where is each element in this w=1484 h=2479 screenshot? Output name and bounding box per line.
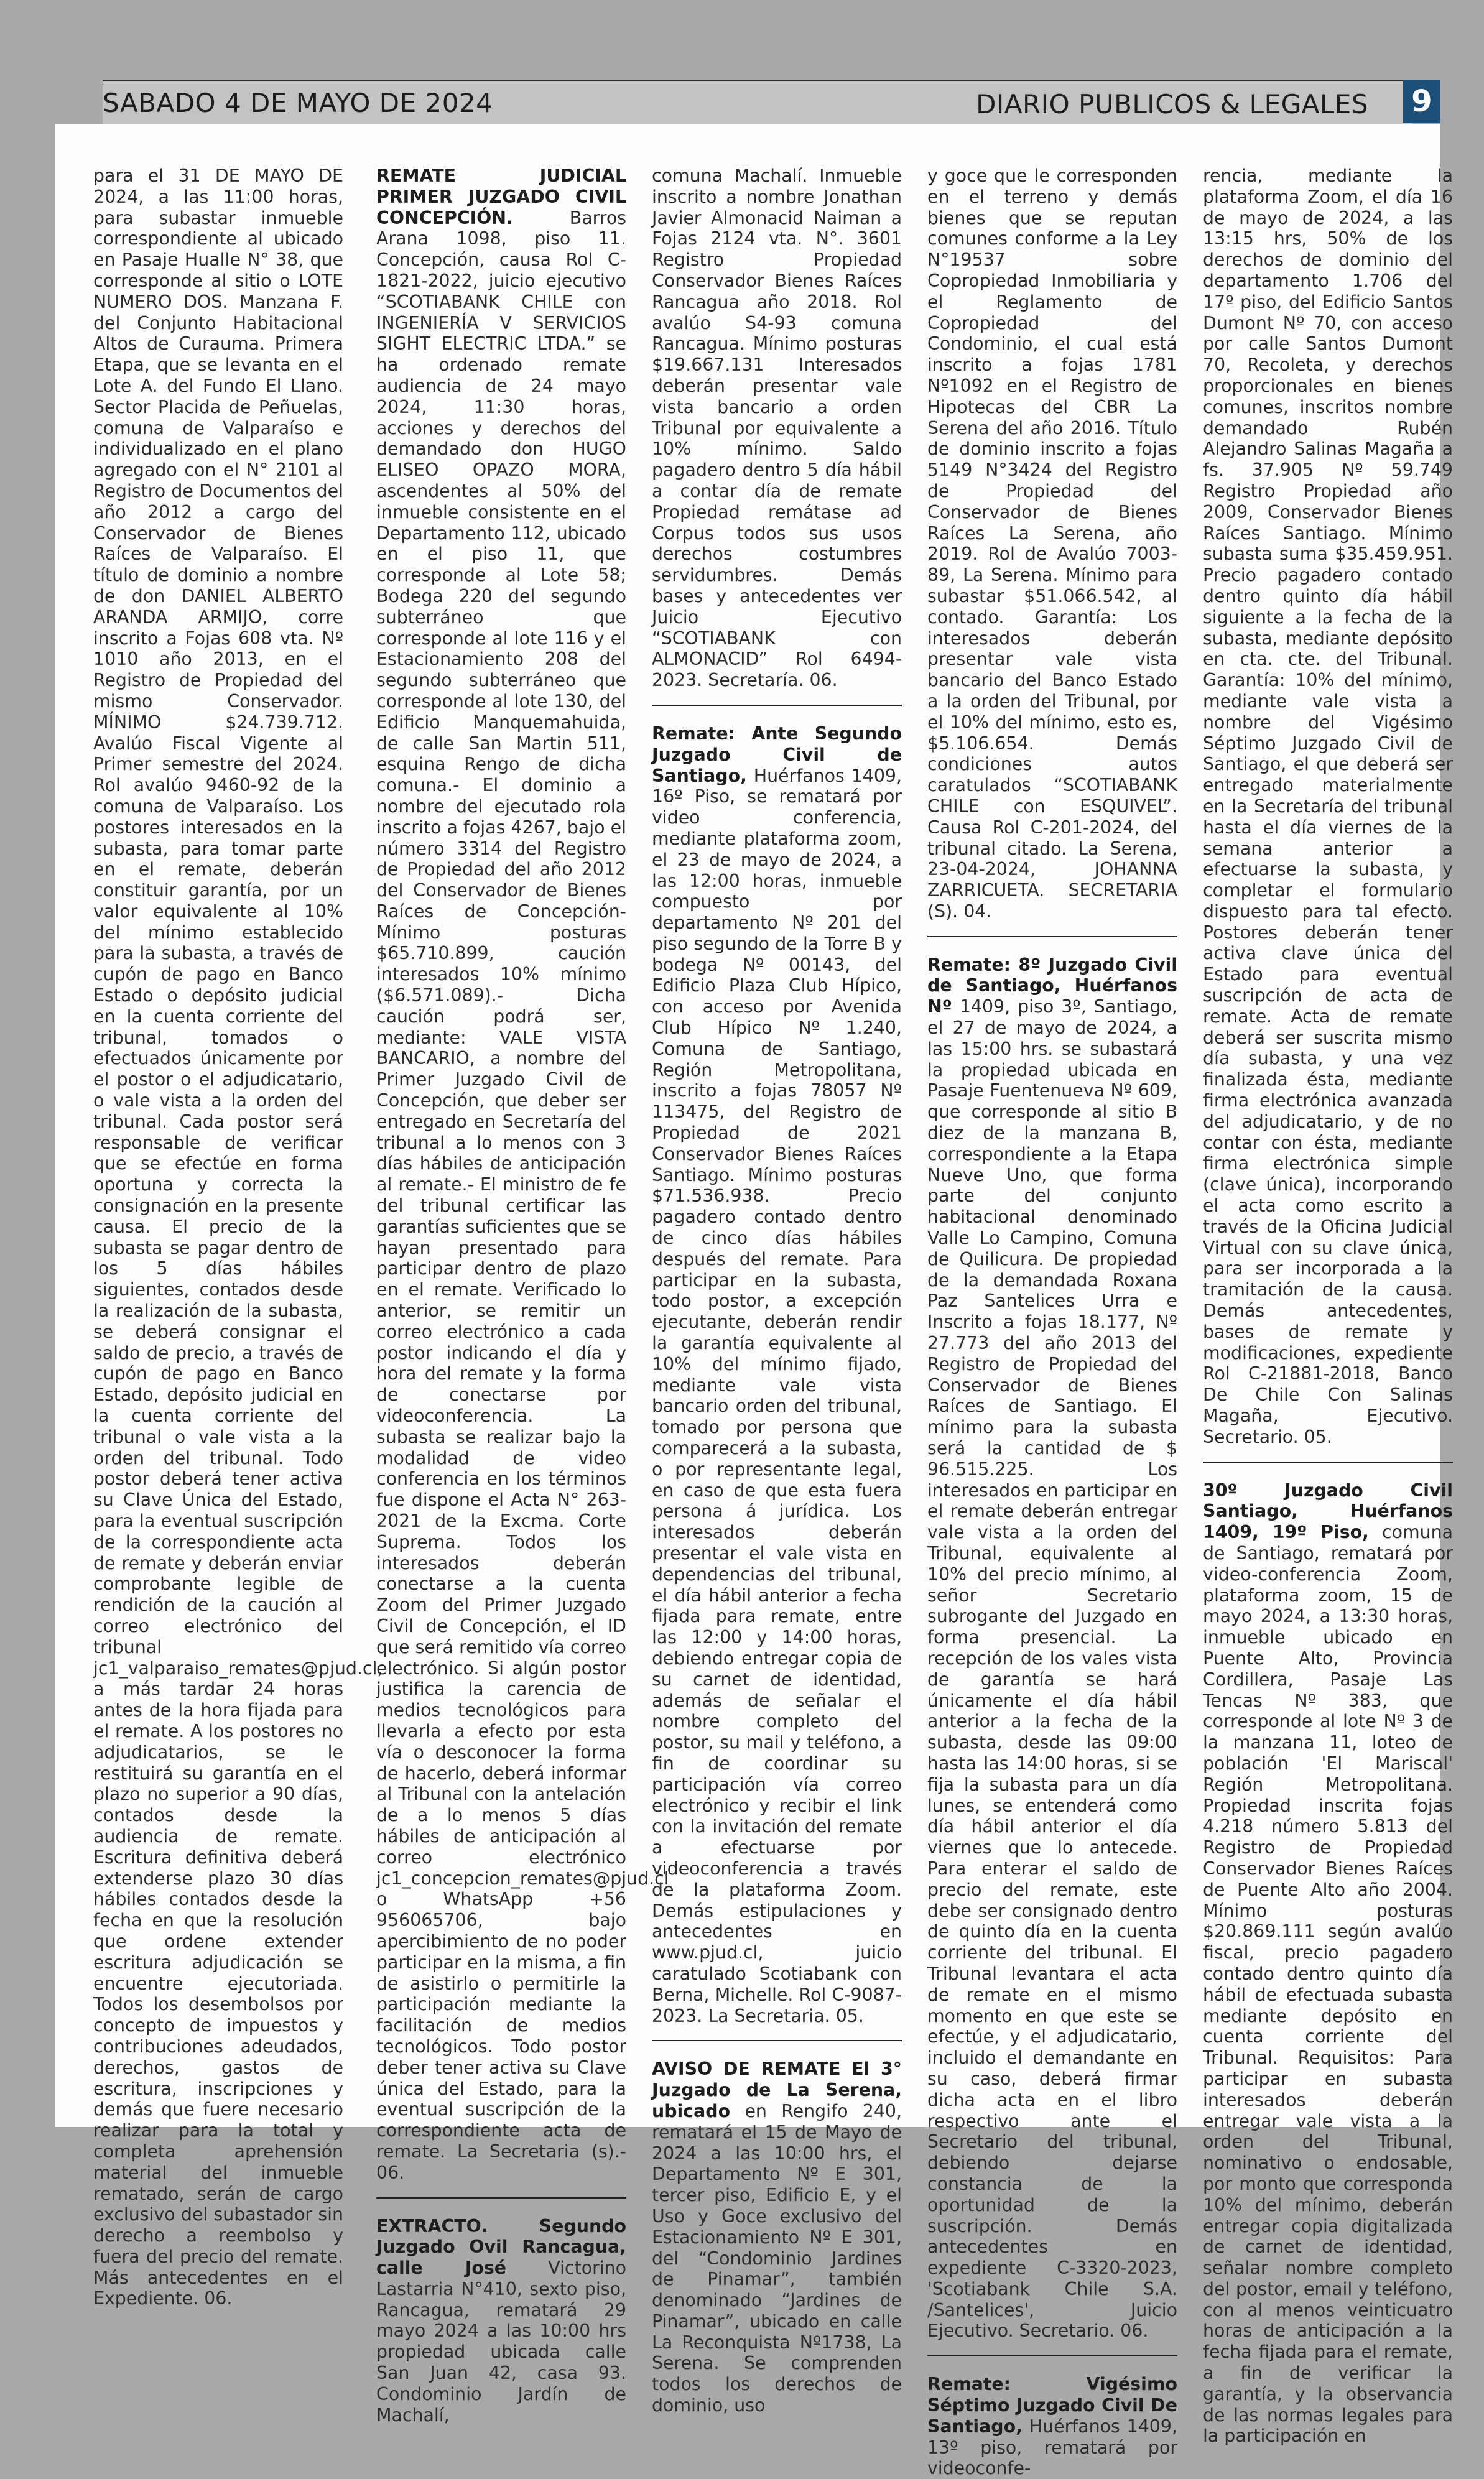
page-number: 9 [1403,80,1440,123]
notice-heading: 30º Juzgado Civil Santiago, Huérfanos 1409, 19º Piso, [1203,1480,1453,1543]
legal-notice [1203,165,1453,1448]
legal-notice [93,165,383,2309]
notice-body: rencia, mediante la plataforma Zoom, el día 16 de mayo de 2024, a las 13:15 hrs, 50% de los derechos de dominio del departamento 1.706 del 17º piso, del Edificio Santos Dumont Nº 70, con acceso por calle Santos Dumont 70, Recoleta, y derechos proporcionales en bienes comunes, inscritos nombre demandado Rubén Alejandro Salinas Magaña a fs. 37.905 Nº 59.749 Registro Propiedad año 2009, Conservador Bienes Raíces Santiago. Mínimo subasta suma $35.459.951. Precio pagadero contado dentro quinto día hábil siguiente a la fecha de la subasta, mediante depósito en cta. cte. del Tribunal. Garantía: 10% del mínimo, mediante vale vista a nombre del Vigésimo Séptimo Juzgado Civil de Santiago, el que deberá ser entregado materialmente en la Secretaría del tribunal hasta el día viernes de la semana anterior a efectuarse la subasta, y completar el formulario dispuesto para tal efecto. Postores deberán tener activa clave única del Estado para eventual suscripción de acta de remate. Acta de remate deberá ser suscrita mismo día subasta, y una vez finalizada ésta, mediante firma electrónica avanzada del adjudicatario, y de no contar con ésta, mediante firma electrónica simple (clave única), incorporando el acta como escrito a través de la Oficina Judicial Virtual con su clave única, para ser incorporada a la tramitación de la causa. Demás antecedentes, bases de remate y modificaciones, expediente Rol C-21881-2018, Banco De Chile Con Salinas Magaña, Ejecutivo. Secretario. 05. [1203,165,1453,1447]
legal-notice [927,2374,1177,2479]
notice-divider [652,705,902,706]
notice-heading: Remate: 8º Juzgado Civil de Santiago, Huérfanos Nº [927,954,1177,1017]
notice-divider [927,2355,1177,2356]
notice-divider [1203,1462,1453,1463]
notice-heading: Remate: Ante Segundo Juzgado Civil de Santiago, [652,723,902,786]
legal-notice [652,2059,902,2416]
notice-body: Barros Arana 1098, piso 11. Concepción, causa Rol C-1821-2022, juicio ejecutivo “SCOTIABANK CHILE con INGENIERÍA V SERVICIOS SIGHT ELECTRIC LTDA.” se ha ordenado remate audiencia de 24 mayo 2024, 11:30 horas, acciones y derechos del demandado don HUGO ELISEO OPAZO MORA, ascendentes al 50% del inmueble consistente en el Departamento 112, ubicado en el piso 11, que corresponde al Lote 58; Bodega 220 del segundo subterráneo que corresponde al lote 116 y el Estacionamiento 208 del segundo subterráneo que corresponde al lote 130, del Edificio Manquemahuida, de calle San Martin 511, esquina Rengo de dicha comuna.- El dominio a nombre del ejecutado rola inscrito a fojas 4267, bajo el número 3314 del Registro de Propiedad del año 2012 del Conservador de Bienes Raíces de Concepción- Mínimo posturas $65.710.899, caución interesados 10% mínimo ($6.571.089).- Dicha caución podrá ser, mediante: VALE VISTA BANCARIO, a nombre del Primer Juzgado Civil de Concepción, que deber ser entregado en Secretaría del tribunal a lo menos con 3 días hábiles de anticipación al remate.- El ministro de fe del tribunal certificar las garantías suficientes que se hayan presentado para participar dentro de plazo en el remate. Verificado lo anterior, se remitir un correo electrónico a cada postor indicando el día y hora del remate y la forma de conectarse por videoconferencia. La subasta se realizar bajo la modalidad de video conferencia en los términos fue dispone el Acta N° 263-2021 de la Excma. Corte Suprema. Todos los interesados deberán conectarse a la cuenta Zoom del Primer Juzgado Civil de Concepción, el ID que será remitido vía correo electrónico. Si algún postor justifica la carencia de medios tecnológicos para llevarla a efecto por esta vía o desconocer la forma de hacerlo, deberá informar al Tribunal con la antelación de a lo menos 5 días hábiles de anticipación al correo electrónico jc1_concepcion_remates@pjud.cl o WhatsApp +56 956065706, bajo apercibimiento de no poder participar en la misma, a fin de asistirlo o permitirle la participación mediante la facilitación de medios tecnológicos. Todo postor deber tener activa su Clave única del Estado, para la eventual suscripción de la correspondiente acta de remate. La Secretaria (s).- 06. [376,207,669,2183]
legal-notice [927,165,1177,922]
column-2 [376,165,669,2426]
page-header [103,80,1412,125]
notice-body: en Rengifo 240, rematará el 15 de Mayo de 2024 a las 10:00 hrs, el Departamento Nº E 301, tercer piso, Edificio E, y el Uso y Goce exclusivo del Estacionamiento Nº E 301, del “Condominio Jardines de Pinamar”, también denominado “Jardines de Pinamar”, ubicado en calle La Reconquista Nº1738, La Serena. Se comprenden todos los derechos de dominio, uso [652,2100,902,2416]
notice-body: para el 31 DE MAYO DE 2024, a las 11:00 horas, para subastar inmueble correspondiente al ubicado en Pasaje Hualle N° 38, que corresponde al sitio o LOTE NUMERO DOS. Manzana F. del Conjunto Habitacional Altos de Curauma. Primera Etapa, que se levanta en el Lote A. del Fundo El Llano. Sector Placida de Peñuelas, comuna de Valparaíso e individualizado en el plano agregado con el N° 2101 al Registro de Documentos del año 2012 a cargo del Conservador de Bienes Raíces de Valparaíso. El título de dominio a nombre de don DANIEL ALBERTO ARANDA ARMIJO, corre inscrito a Fojas 608 vta. Nº 1010 año 2013, en el Registro de Propiedad del mismo Conservador. MÍNIMO $24.739.712. Avalúo Fiscal Vigente al Primer semestre del 2024. Rol avalúo 9460-92 de la comuna de Valparaíso. Los postores interesados en la subasta, para tomar parte en el remate, deberán constituir garantía, por un valor equivalente al 10% del mínimo establecido para la subasta, a través de cupón de pago en Banco Estado o depósito judicial en la cuenta corriente del tribunal, tomados o efectuados únicamente por el postor o el adjudicatario, o vale vista a la orden del tribunal. Cada postor será responsable de verificar que se efectúe en forma oportuna y correcta la consignación en la presente causa. El precio de la subasta se pagar dentro de los 5 días hábiles siguientes, contados desde la realización de la subasta, se deberá consignar el saldo de precio, a través de cupón de pago en Banco Estado, depósito judicial en la cuenta corriente del tribunal o vale vista a la orden del tribunal. Todo postor deberá tener activa su Clave Única del Estado, para la eventual suscripción de la correspondiente acta de remate y deberán enviar comprobante legible de rendición de la caución al correo electrónico del tribunal jc1_valparaiso_remates@pjud.cl, a más tardar 24 horas antes de la hora fijada para el remate. A los postores no adjudicatarios, se le restituirá su garantía en el plazo no superior a 90 días, contados desde la audiencia de remate. Escritura definitiva deberá extenderse plazo 30 días hábiles contados desde la fecha en que la resolución que ordene extender escritura adjudicación se encuentre ejecutoriada. Todos los desembolsos por concepto de impuestos y contribuciones adeudados, derechos, gastos de escritura, inscripciones y demás que fuere necesario realizar para la total y completa aprehensión material del inmueble rematado, serán de cargo exclusivo del subastador sin derecho a reembolso y fuera del precio del remate. Más antecedentes en el Expediente. 06. [93,165,383,2309]
notice-heading: Remate: Vigésimo Séptimo Juzgado Civil De Santiago, [927,2374,1177,2437]
notice-divider [376,2197,626,2199]
column-3 [652,165,902,2416]
notice-heading: EXTRACTO. Segundo Juzgado Ovil Rancagua, calle José [376,2215,626,2279]
column-5 [1203,165,1453,2447]
notice-body: 1409, piso 3º, Santiago, el 27 de mayo de 2024, a las 15:00 hrs. se subastará la propiedad ubicada en Pasaje Fuentenueva Nº 609, que corresponde al sitio B diez de la manzana B, correspondiente a la Etapa Nueve Uno, que forma parte del conjunto habitacional denominado Valle Lo Campino, Comuna de Quilicura. De propiedad de la demandada Roxana Paz Santelices Urra e Inscrito a fojas 18.177, Nº 27.773 del año 2013 del Registro de Propiedad del Conservador de Bienes Raíces de Santiago. El mínimo para la subasta será la cantidad de $ 96.515.225. Los interesados en participar en el remate deberán entregar vale vista a la orden del Tribunal, equivalente al 10% del precio mínimo, al señor Secretario subrogante del Juzgado en forma presencial. La recepción de los vales vista de garantía se hará únicamente el día hábil anterior a la fecha de la subasta, desde las 09:00 hasta las 14:00 horas, si se fija la subasta para un día lunes, se entenderá como día hábil anterior el día viernes que lo antecede. Para enterar el saldo de precio del remate, este debe ser consignado dentro de quinto día en la cuenta corriente del tribunal. El Tribunal levantara el acta de remate en el mismo momento en que este se efectúe, y el adjudicatario, incluido el demandante en su caso, deberá firmar dicha acta en el libro respectivo ante el Secretario del tribunal, debiendo dejarse constancia de la oportunidad de la suscripción. Demás antecedentes en expediente C-3320-2023, 'Scotiabank Chile S.A. /Santelices', Juicio Ejecutivo. Secretario. 06. [927,996,1177,2342]
legal-notice [652,723,902,2026]
notice-heading: REMATE JUDICIAL PRIMER JUZGADO CIVIL CONCEPCIÓN. [376,165,626,228]
column-4 [927,165,1177,2479]
legal-notice [652,165,902,691]
column-1 [93,165,383,2309]
legal-notice [376,2216,626,2426]
legal-notice [927,955,1177,2342]
newspaper-page [55,124,1453,2479]
notice-body: Huérfanos 1409, 13º piso, rematará por videoconfe- [927,2416,1177,2479]
legal-notice [376,165,669,2184]
issue-date: SABADO 4 DE MAYO DE 2024 [103,88,493,118]
notice-body: comuna Machalí. Inmueble inscrito a nombre Jonathan Javier Almonacid Naiman a Fojas 2124 vta. N°. 3601 Registro Propiedad Conservador Bienes Raíces Rancagua año 2018. Rol avalúo S4-93 comuna Rancagua. Mínimo posturas $19.667.131 Interesados deberán presentar vale vista bancario a orden Tribunal por equivalente a 10% mínimo. Saldo pagadero dentro 5 día hábil a contar día de remate Propiedad remátase ad Corpus todos sus usos derechos costumbres servidumbres. Demás bases y antecedentes ver Juicio Ejecutivo “SCOTIABANK con ALMONACID” Rol 6494-2023. Secretaría. 06. [652,165,902,691]
notice-body: comuna de Santiago, rematará por video-conferencia Zoom, plataforma zoom, 15 de mayo 2024, a 13:30 horas, inmueble ubicado en Puente Alto, Provincia Cordillera, Pasaje Las Tencas Nº 383, que corresponde al lote Nº 3 de la manzana 11, loteo de población 'El Mariscal' Región Metropolitana. Propiedad inscrita fojas 4.218 número 5.813 del Registro de Propiedad Conservador Bienes Raíces de Puente Alto año 2004. Mínimo posturas $20.869.111 según avalúo fiscal, precio pagadero contado dentro quinto día hábil de efectuada subasta mediante depósito en cuenta corriente del Tribunal. Requisitos: Para participar en subasta interesados deberán entregar vale vista a la orden del Tribunal, nominativo o endosable, por monto que corresponda 10% del mínimo, deberán entregar copia digitalizada de carnet de identidad, señalar nombre completo del postor, email y teléfono, con al menos veinticuatro horas de anticipación a la fecha fijada para el remate, a fin de verificar la garantía, y la observancia de las normas legales para la participación en [1203,1522,1453,2447]
notice-divider [927,936,1177,937]
notice-heading: AVISO DE REMATE El 3° Juzgado de La Serena, ubicado [652,2059,902,2121]
publication-name: DIARIO PUBLICOS & LEGALES [976,89,1368,119]
notice-body: Huérfanos 1409, 16º Piso, se rematará por video conferencia, mediante plataforma zoom, el 23 de mayo de 2024, a las 12:00 horas, inmueble compuesto por departamento Nº 201 del piso segundo de la Torre B y bodega Nº 00143, del Edificio Plaza Club Hípico, con acceso por Avenida Club Hípico Nº 1.240, Comuna de Santiago, Región Metropolitana, inscrito a fojas 78057 Nº 113475, del Registro de Propiedad de 2021 Conservador Bienes Raíces Santiago. Mínimo posturas $71.536.938. Precio pagadero contado dentro de cinco días hábiles después del remate. Para participar en la subasta, todo postor, a excepción ejecutante, deberán rendir la garantía equivalente al 10% del mínimo fijado, mediante vale vista bancario orden del tribunal, tomado por persona que comparecerá a la subasta, o por representante legal, en caso de que esta fuera persona á jurídica. Los interesados deberán presentar el vale vista en dependencias del tribunal, el día hábil anterior a fecha fijada para remate, entre las 12:00 y 14:00 horas, debiendo entregar copia de su carnet de identidad, además de señalar el nombre completo del postor, su mail y teléfono, a fin de coordinar su participación vía correo electrónico y recibir el link con la invitación del remate a efectuarse por videoconferencia a través de la plataforma Zoom. Demás estipulaciones y antecedentes en www.pjud.cl, juicio caratulado Scotiabank con Berna, Michelle. Rol C-9087-2023. La Secretaria. 05. [652,765,902,2026]
notice-body: y goce que le corresponden en el terreno y demás bienes que se reputan comunes conforme a la Ley N°19537 sobre Copropiedad Inmobiliaria y el Reglamento de Copropiedad del Condominio, el cual está inscrito a fojas 1781 Nº1092 en el Registro de Hipotecas del CBR La Serena del año 2016. Título de dominio inscrito a fojas 5149 N°3424 del Registro de Propiedad del Conservador de Bienes Raíces La Serena, año 2019. Rol de Avalúo 7003-89, La Serena. Mínimo para subastar $51.066.542, al contado. Garantía: Los interesados deberán presentar vale vista bancario del Banco Estado a la orden del Tribunal, por el 10% del mínimo, esto es, $5.106.654. Demás condiciones autos caratulados “SCOTIABANK CHILE con ESQUIVEL”. Causa Rol C-201-2024, del tribunal citado. La Serena, 23-04-2024, JOHANNA ZARRICUETA. SECRETARIA (S). 04. [927,165,1177,922]
legal-notice [1203,1480,1453,2447]
notice-divider [652,2040,902,2041]
notice-body: Victorino Lastarria N°410, sexto piso, Rancagua, rematará 29 mayo 2024 a las 10:00 hrs propiedad ubicada calle San Juan 42, casa 93. Condominio Jardín de Machalí, [376,2258,626,2426]
